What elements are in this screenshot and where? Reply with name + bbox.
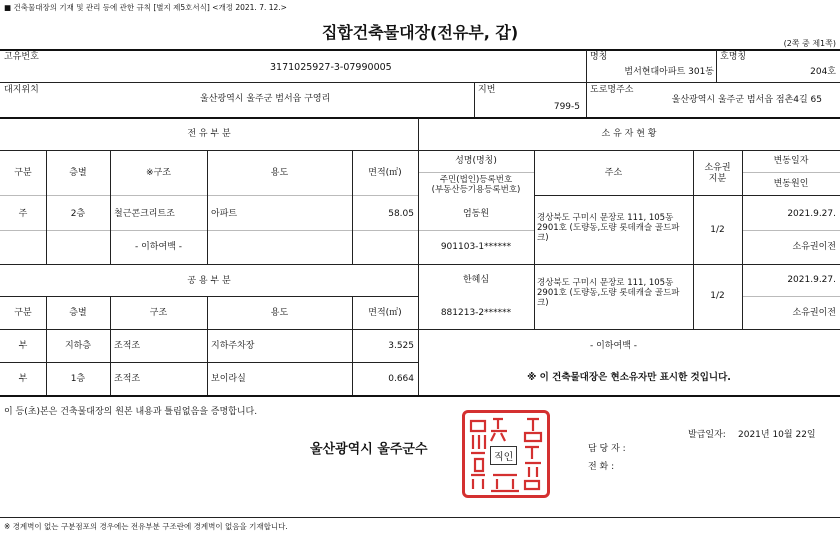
owner-address: 경상북도 구미시 문장로 111, 105동 2901호 (도량동,도량 롯데캐슬 골드파 크): [537, 213, 680, 243]
exclusive-blank-note: - 이하여백 -: [135, 242, 182, 252]
phone-label: 전 화 :: [588, 462, 615, 472]
name-label: 명칭: [590, 52, 608, 62]
divider: [742, 151, 743, 329]
common-section-title: 공 용 부 분: [187, 276, 231, 286]
col-header-area: 면적(㎡): [368, 168, 402, 178]
row-structure: 조적조: [114, 374, 141, 384]
divider: [0, 362, 418, 363]
divider: [534, 195, 840, 196]
row-use: 보이라실: [211, 374, 246, 384]
owner-name: 한혜심: [462, 275, 490, 285]
table-bottom: [0, 395, 840, 397]
owner-name: 엄동원: [462, 209, 490, 219]
row-structure: 조적조: [114, 341, 141, 351]
owner-id: 881213-2******: [440, 308, 512, 318]
col-header-type: 구분: [14, 308, 32, 318]
owner-address: 경상북도 구미시 문장로 111, 105동 2901호 (도량동,도량 롯데캐슬 골드파 크): [537, 278, 680, 308]
unique-no-label: 고유번호: [4, 52, 39, 62]
divider: [418, 230, 534, 231]
owner-share: 1/2: [710, 225, 725, 235]
issuer-name: 울산광역시 울주군수: [310, 442, 428, 457]
divider: [742, 296, 840, 297]
owner-id: 901103-1******: [440, 242, 512, 252]
row-use: 지하주차장: [211, 341, 255, 351]
divider: [0, 150, 840, 151]
owner-change-reason: 소유권이전: [792, 242, 836, 252]
col-header-change-reason: 변동원인: [773, 179, 809, 189]
bottom-note: ※ 경계벽이 없는 구분점포의 경우에는 전유부분 구조란에 경계벽이 없음을 기재합니다.: [4, 522, 288, 531]
row-area: 58.05: [388, 209, 414, 219]
col-header-structure: ※구조: [146, 168, 171, 178]
page-info: (2쪽 중 제1쪽): [783, 39, 836, 48]
row-use: 아파트: [211, 209, 238, 219]
divider: [742, 172, 840, 173]
divider: [418, 172, 534, 173]
divider: [418, 329, 840, 330]
col-header-change-date: 변동일자: [773, 156, 809, 166]
divider: [716, 50, 717, 82]
col-header-area: 면적(㎡): [368, 308, 402, 318]
road-label: 도로명주소: [590, 85, 634, 95]
page-title: 집합건축물대장(전유부, 갑): [321, 23, 519, 42]
divider: [0, 230, 418, 231]
current-owner-notice: ※ 이 건축물대장은 현소유자만 표시한 것입니다.: [527, 372, 731, 383]
col-header-name: 성명(명칭): [455, 156, 497, 166]
road-value: 울산광역시 울주군 범서읍 점촌4길 65: [671, 95, 822, 105]
owner-change-date: 2021.9.27.: [787, 209, 836, 219]
divider: [46, 151, 47, 264]
row-floor: 지하층: [64, 341, 92, 351]
col-header-use: 용도: [270, 168, 289, 178]
lot-label: 지번: [478, 85, 496, 95]
site-label: 대지위치: [4, 85, 39, 95]
row-area: 0.664: [388, 374, 414, 384]
divider: [0, 195, 418, 196]
row-floor: 1층: [70, 374, 86, 384]
divider: [0, 296, 418, 297]
certify-text: 이 등(초)본은 건축물대장의 원본 내용과 틀림없음을 증명합니다.: [4, 407, 258, 417]
divider: [586, 83, 587, 117]
unit-label: 호명칭: [720, 52, 747, 62]
divider: [352, 151, 353, 264]
col-header-structure: 구조: [149, 308, 168, 318]
divider: [0, 329, 418, 330]
stamp-label: 직인: [490, 446, 517, 465]
lot-value: 799-5: [553, 102, 580, 112]
owner-change-date: 2021.9.27.: [787, 275, 836, 285]
col-header-floor: 층별: [69, 308, 87, 318]
footer-divider: [0, 517, 840, 518]
form-note: ■ 건축물대장의 기재 및 관리 등에 관한 규칙 [별지 제5호서식] <개정 2021. 7. 12.>: [4, 3, 287, 12]
col-header-floor: 층별: [69, 168, 87, 178]
divider: [742, 230, 840, 231]
col-header-address: 주소: [604, 168, 623, 178]
row-type: 부: [18, 341, 28, 351]
issue-date: 2021년 10월 22일: [738, 430, 816, 440]
row-floor: 2층: [70, 209, 86, 219]
col-header-type: 구분: [14, 168, 32, 178]
col-header-share: 소유권 지분: [704, 163, 731, 184]
divider: [0, 117, 840, 119]
owner-share: 1/2: [710, 291, 725, 301]
owners-section-title: 소 유 자 현 황: [601, 129, 657, 139]
row-type: 주: [18, 209, 28, 219]
top-border: [0, 49, 840, 51]
divider: [0, 264, 840, 265]
site-value: 울산광역시 울주군 범서읍 구영리: [200, 94, 331, 104]
row-structure: 철근콘크리트조: [114, 209, 175, 219]
unit-value: 204호: [810, 67, 836, 77]
unique-no-value: 3171025927-3-07990005: [270, 62, 392, 73]
exclusive-section-title: 전 유 부 분: [187, 129, 231, 139]
divider: [0, 82, 840, 83]
row-type: 부: [18, 374, 28, 384]
owners-blank-note: - 이하여백 -: [590, 341, 637, 351]
name-value: 범서현대아파트 301동: [624, 67, 714, 77]
col-header-use: 용도: [270, 308, 289, 318]
divider: [207, 151, 208, 264]
issue-date-label: 발급일자:: [688, 430, 726, 440]
owner-change-reason: 소유권이전: [792, 308, 836, 318]
divider: [474, 83, 475, 117]
divider: [586, 50, 587, 82]
row-area: 3.525: [388, 341, 414, 351]
col-header-id: 주민(법인)등록번호 (부동산등기용등록번호): [431, 175, 521, 195]
handler-label: 담 당 자 :: [588, 444, 626, 454]
